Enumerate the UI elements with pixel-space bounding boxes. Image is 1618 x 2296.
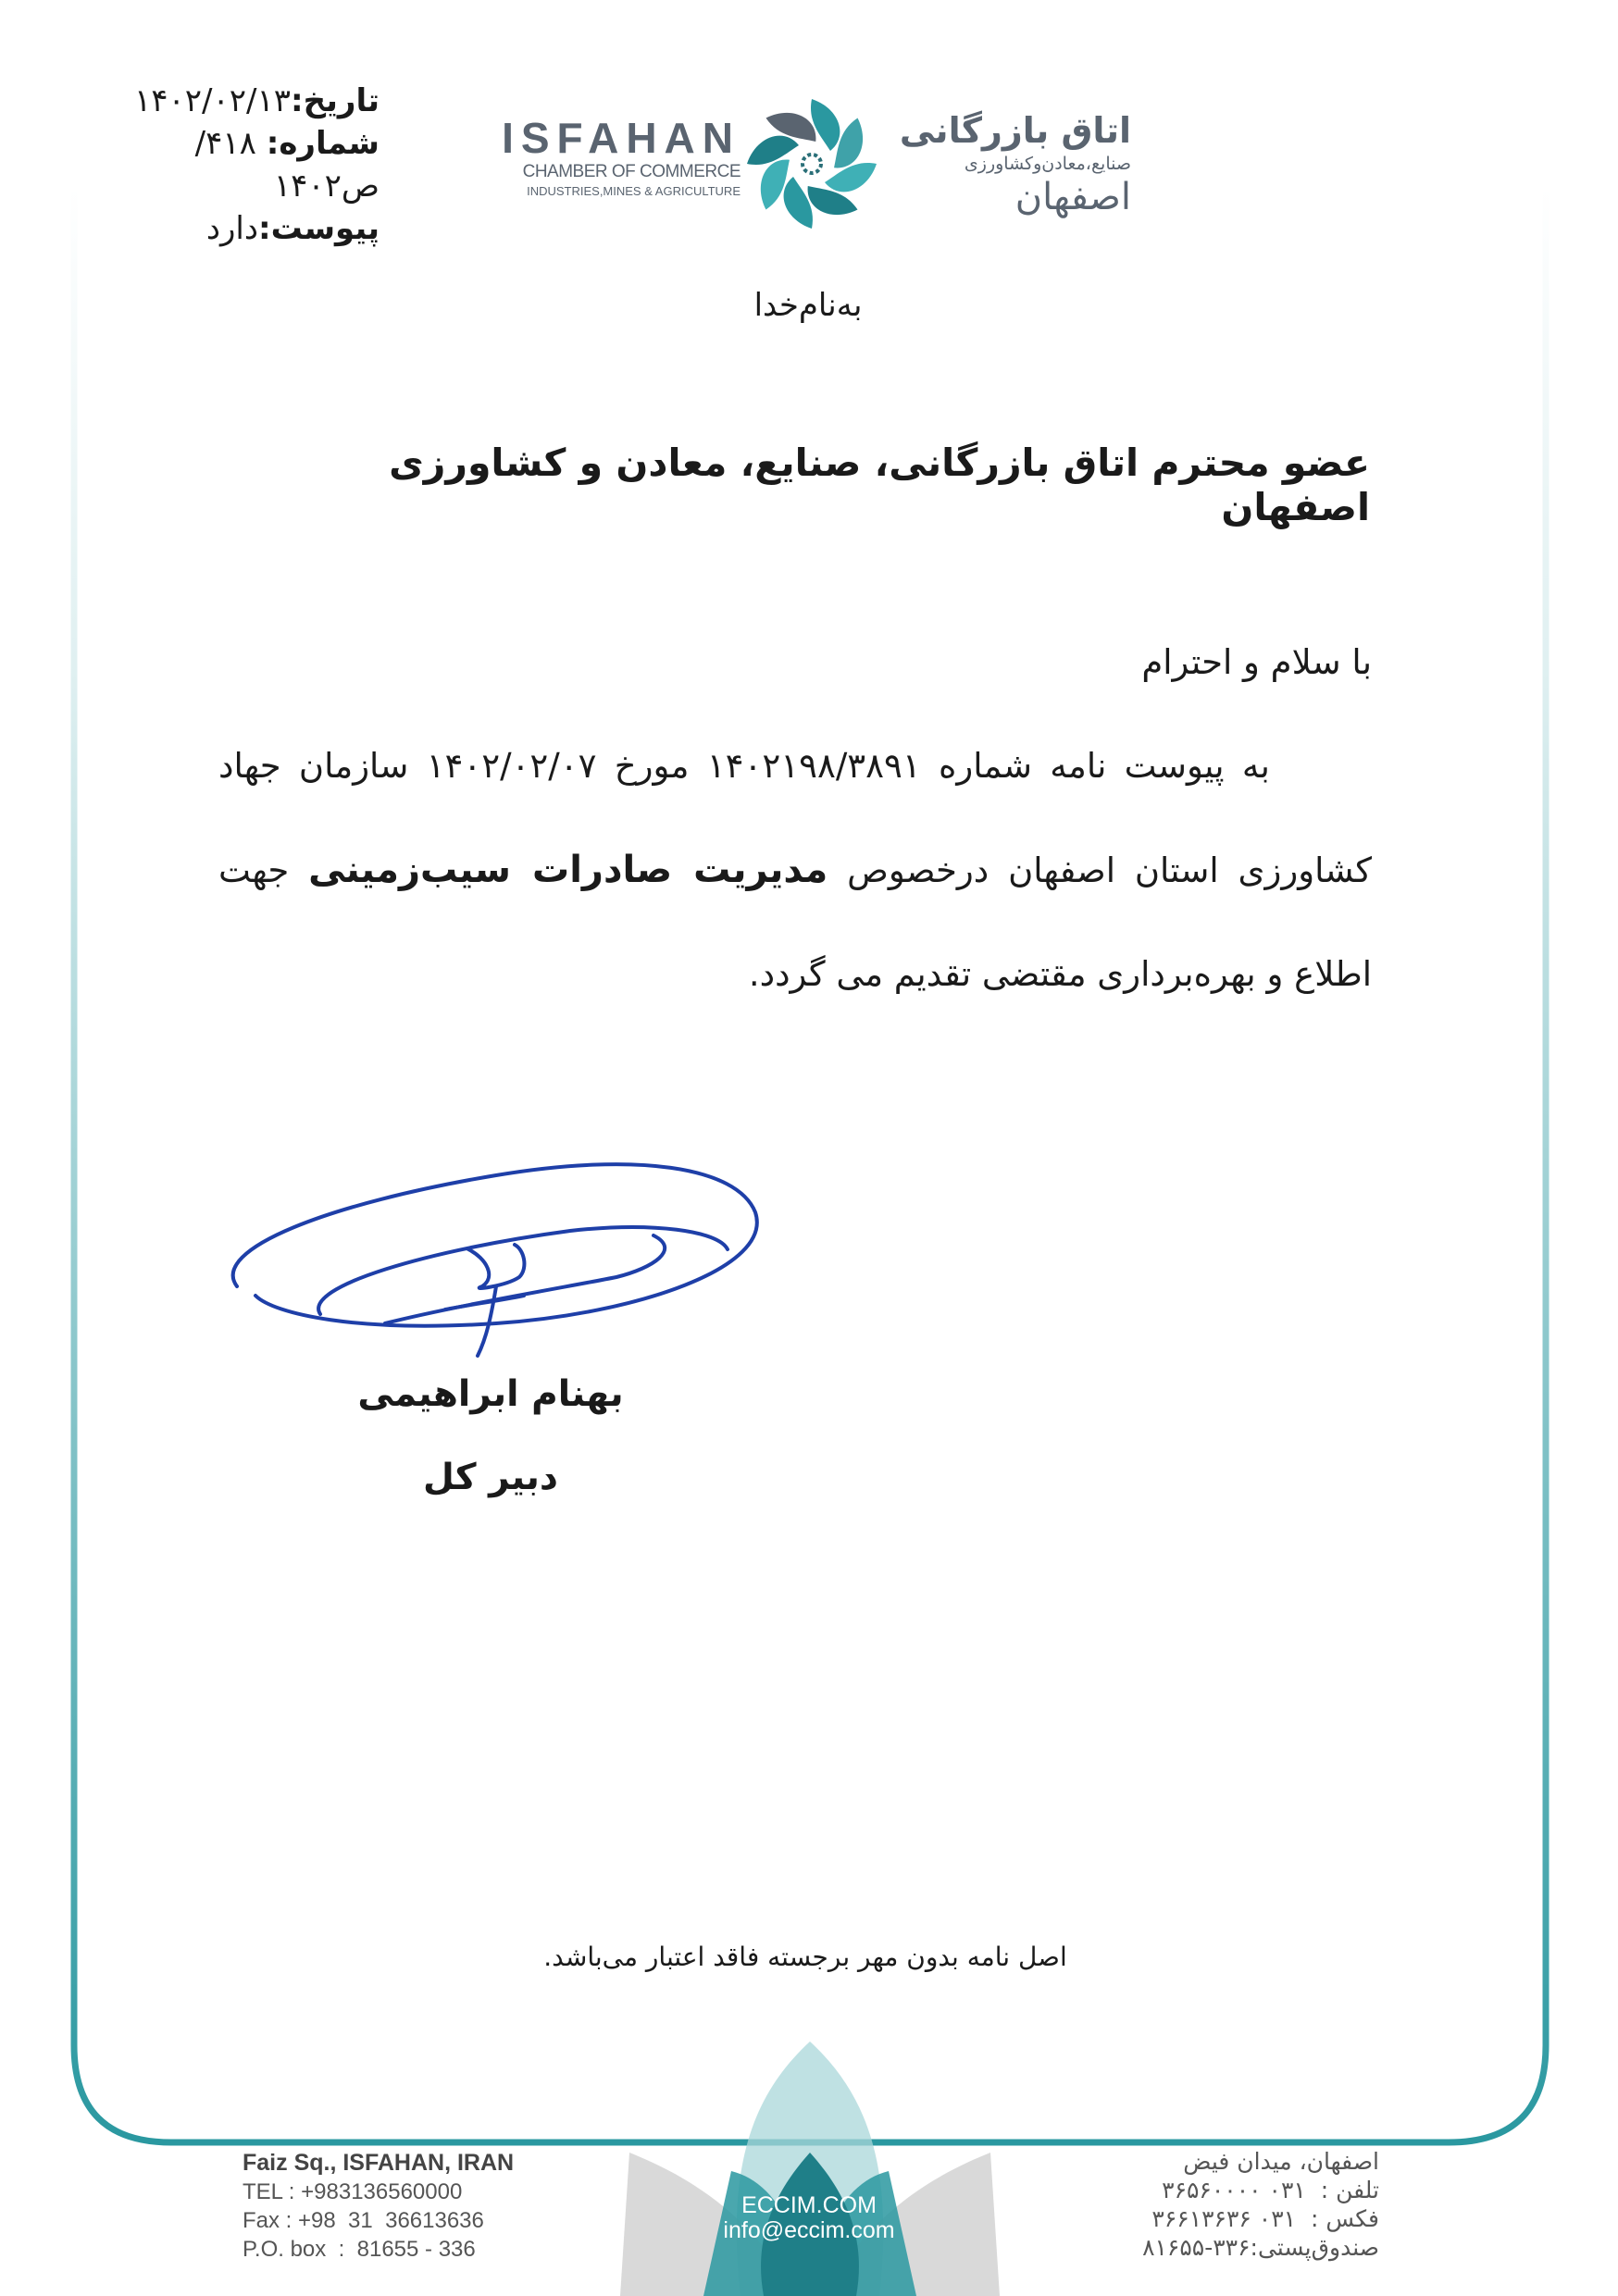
signer-title: دبیر کل (423, 1457, 558, 1498)
logo-fa-line1: اتاق بازرگانی (899, 110, 1131, 151)
number-label: شماره: (266, 125, 380, 162)
logo-english-text (498, 115, 741, 200)
body-paragraph (218, 714, 1372, 1026)
signer-name: بهنام ابراهیمی (357, 1373, 624, 1415)
footer-fa-fax: فکس : ۰۳۱ ۳۶۶۱۳۶۳۶ (1151, 2205, 1379, 2232)
logo-en-line3: INDUSTRIES,MINES & AGRICULTURE (527, 184, 741, 198)
footer-english-contact (243, 2149, 557, 2264)
footer-fa-po: صندوق‌پستی:۳۳۶-۸۱۶۵۵ (1142, 2234, 1379, 2261)
meta-date (93, 80, 380, 122)
body-text-part1: به پیوست نامه شماره ۱۴۰۲۱۹۸/۳۸۹۱ مورخ ۱۴۰۲/۰۲/۰۷ سازمان جهاد کشاورزی استان اصفهان درخصوص (218, 746, 1373, 890)
logo-en-line1: ISFAHAN (502, 114, 741, 162)
handwritten-signature (218, 1148, 765, 1360)
footer-fa-tel: تلفن : ۰۳۱ ۳۶۵۶۰۰۰۰ (1162, 2177, 1379, 2203)
number-value: ۴۱۸/ص۱۴۰۲ (194, 125, 380, 205)
letter-meta (93, 80, 380, 250)
footer-en-po: P.O. box : 81655 - 336 (243, 2237, 476, 2262)
signer-block (352, 1353, 629, 1520)
logo-en-line2: CHAMBER OF COMMERCE (522, 162, 741, 181)
body-text-bold: مدیریت صادرات سیب‌زمینی (308, 849, 828, 891)
footer-persian-contact (1092, 2147, 1379, 2262)
validity-footnote: اصل نامه بدون مهر برجسته فاقد اعتبار می‌باشد. (543, 1942, 1067, 1972)
greeting: با سلام و احترام (1141, 642, 1372, 682)
attachment-value: دارد (205, 210, 258, 247)
footer-fa-address: اصفهان، میدان فیض (1183, 2148, 1379, 2175)
footer-website (679, 2193, 939, 2243)
footer-flower-decoration (518, 2032, 1101, 2296)
logo-persian-text (890, 109, 1131, 218)
footer-en-tel: TEL : +983136560000 (243, 2179, 463, 2204)
chamber-logo-icon (742, 94, 881, 233)
body-text-part2: جهت اطلاع و بهره‌برداری مقتضی تقدیم می گردد. (218, 850, 1372, 994)
attachment-label: پیوست: (258, 210, 380, 247)
footer-email[interactable]: info@eccim.com (723, 2217, 895, 2243)
meta-number (93, 122, 380, 207)
footer-site[interactable]: ECCIM.COM (741, 2192, 877, 2218)
footer-en-fax: Fax : +98 31 36613636 (243, 2208, 484, 2233)
bismillah-heading: به‌نام‌خدا (753, 287, 863, 324)
footer-en-address: Faiz Sq., ISFAHAN, IRAN (243, 2150, 515, 2176)
logo-fa-line3: اصفهان (1014, 176, 1131, 218)
date-value: ۱۴۰۲/۰۲/۱۳ (134, 82, 292, 119)
date-label: تاریخ: (291, 82, 380, 119)
addressee-line: عضو محترم اتاق بازرگانی، صنایع، معادن و کشاورزی اصفهان (389, 441, 1370, 529)
logo-fa-line2: صنایع،معادن‌وکشاورزی (964, 154, 1131, 174)
letter-body (218, 611, 1372, 1026)
meta-attachment (93, 207, 380, 250)
